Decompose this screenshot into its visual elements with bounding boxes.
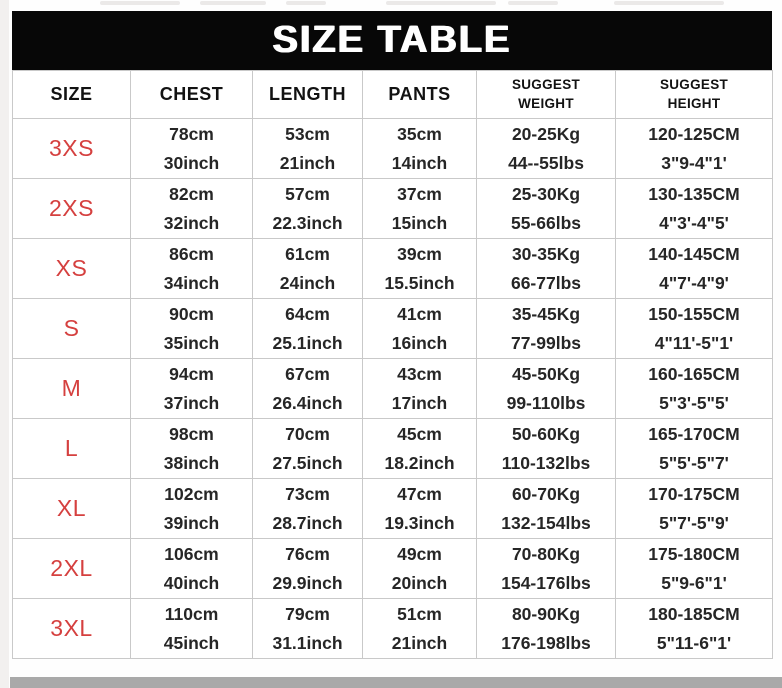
size-label: L [13, 419, 131, 479]
pants-inch: 15.5inch [384, 272, 455, 293]
length-cm: 64cm [285, 304, 330, 325]
height-cm: 170-175CM [648, 484, 740, 505]
table-row [13, 119, 773, 179]
chest-inch: 30inch [163, 152, 220, 173]
size-label: M [13, 359, 131, 419]
chest-inch: 32inch [163, 212, 220, 233]
length-inch: 21inch [279, 152, 336, 173]
cell-height [616, 539, 773, 599]
chest-inch: 35inch [163, 332, 220, 353]
weight-kg: 35-45Kg [511, 304, 581, 325]
weight-kg: 80-90Kg [511, 604, 581, 625]
length-cm: 67cm [285, 364, 330, 385]
cell-chest [131, 119, 253, 179]
column-header-length: LENGTH [253, 71, 363, 119]
length-inch: 27.5inch [272, 452, 343, 473]
length-inch: 29.9inch [272, 572, 343, 593]
length-cm: 73cm [285, 484, 330, 505]
height-ft: 5"9-6"1' [661, 572, 727, 593]
column-header-pants: PANTS [363, 71, 477, 119]
pants-cm: 45cm [397, 424, 442, 445]
length-cm: 61cm [285, 244, 330, 265]
top-artifact [508, 1, 558, 5]
weight-kg: 25-30Kg [511, 184, 581, 205]
top-artifact [614, 1, 724, 5]
chest-inch: 37inch [163, 392, 220, 413]
pants-inch: 19.3inch [384, 512, 455, 533]
cell-chest [131, 479, 253, 539]
cell-weight [477, 359, 616, 419]
pants-cm: 47cm [397, 484, 442, 505]
pants-inch: 15inch [391, 212, 448, 233]
cell-length [253, 239, 363, 299]
weight-lbs: 66-77lbs [510, 272, 582, 293]
cell-length [253, 599, 363, 659]
pants-inch: 18.2inch [384, 452, 455, 473]
chest-cm: 94cm [169, 364, 214, 385]
weight-kg: 60-70Kg [511, 484, 581, 505]
header-line: WEIGHT [518, 95, 574, 111]
chest-cm: 102cm [164, 484, 219, 505]
cell-height [616, 359, 773, 419]
weight-kg: 30-35Kg [511, 244, 581, 265]
height-cm: 130-135CM [648, 184, 740, 205]
weight-lbs: 154-176lbs [501, 572, 591, 593]
height-ft: 5"7'-5"9' [659, 512, 729, 533]
size-label: 2XS [13, 179, 131, 239]
length-inch: 24inch [279, 272, 336, 293]
cell-chest [131, 539, 253, 599]
length-cm: 79cm [285, 604, 330, 625]
pants-cm: 35cm [397, 124, 442, 145]
height-cm: 165-170CM [648, 424, 740, 445]
cell-weight [477, 179, 616, 239]
chest-inch: 40inch [163, 572, 220, 593]
chest-cm: 90cm [169, 304, 214, 325]
cell-height [616, 239, 773, 299]
weight-lbs: 99-110lbs [506, 392, 586, 413]
cell-length [253, 119, 363, 179]
weight-lbs: 44--55lbs [508, 152, 584, 173]
cell-chest [131, 299, 253, 359]
chest-inch: 38inch [163, 452, 220, 473]
column-header-chest: CHEST [131, 71, 253, 119]
cell-height [616, 479, 773, 539]
table-row [13, 479, 773, 539]
height-ft: 5"5'-5"7' [659, 452, 729, 473]
table-header-row [13, 71, 773, 119]
cell-length [253, 179, 363, 239]
weight-lbs: 176-198lbs [501, 632, 591, 653]
cell-chest [131, 239, 253, 299]
height-ft: 5"11-6"1' [656, 632, 732, 653]
weight-kg: 20-25Kg [511, 124, 581, 145]
length-inch: 28.7inch [272, 512, 343, 533]
header-line: SUGGEST [659, 77, 729, 93]
cell-height [616, 179, 773, 239]
height-ft: 4"3'-4"5' [659, 212, 729, 233]
cell-weight [477, 119, 616, 179]
cell-length [253, 299, 363, 359]
height-ft: 3"9-4"1' [661, 152, 727, 173]
length-cm: 70cm [285, 424, 330, 445]
size-label: 3XL [13, 599, 131, 659]
header-line: HEIGHT [667, 95, 721, 111]
cell-weight [477, 539, 616, 599]
cell-height [616, 419, 773, 479]
height-cm: 180-185CM [648, 604, 740, 625]
column-header-size: SIZE [13, 71, 131, 119]
weight-lbs: 77-99lbs [510, 332, 582, 353]
chest-inch: 39inch [163, 512, 220, 533]
chest-cm: 98cm [169, 424, 214, 445]
pants-inch: 16inch [391, 332, 448, 353]
size-label: 3XS [13, 119, 131, 179]
weight-lbs: 110-132lbs [501, 452, 591, 473]
height-cm: 140-145CM [648, 244, 740, 265]
top-artifact [286, 1, 326, 5]
chest-cm: 82cm [169, 184, 214, 205]
top-artifact [100, 1, 180, 5]
length-inch: 25.1inch [272, 332, 343, 353]
height-cm: 160-165CM [648, 364, 740, 385]
cell-chest [131, 179, 253, 239]
pants-cm: 39cm [397, 244, 442, 265]
cell-chest [131, 419, 253, 479]
table-row [13, 599, 773, 659]
weight-kg: 50-60Kg [511, 424, 581, 445]
height-ft: 4"7'-4"9' [659, 272, 729, 293]
cell-height [616, 599, 773, 659]
pants-inch: 21inch [391, 632, 448, 653]
weight-lbs: 55-66lbs [510, 212, 582, 233]
pants-cm: 37cm [397, 184, 442, 205]
column-header-suggest-height [616, 71, 773, 119]
cell-pants [363, 419, 477, 479]
size-label: XS [13, 239, 131, 299]
size-table-title-bar [12, 11, 772, 70]
cell-length [253, 419, 363, 479]
cell-pants [363, 179, 477, 239]
size-table [12, 70, 773, 659]
pants-cm: 41cm [397, 304, 442, 325]
table-row [13, 179, 773, 239]
height-cm: 150-155CM [648, 304, 740, 325]
cell-weight [477, 419, 616, 479]
chest-cm: 106cm [164, 544, 219, 565]
length-cm: 53cm [285, 124, 330, 145]
chest-cm: 110cm [164, 604, 219, 625]
cell-height [616, 299, 773, 359]
length-cm: 76cm [285, 544, 330, 565]
weight-kg: 70-80Kg [511, 544, 581, 565]
length-inch: 22.3inch [272, 212, 343, 233]
size-table-title: SIZE TABLE [272, 19, 512, 61]
pants-inch: 14inch [391, 152, 448, 173]
cell-pants [363, 299, 477, 359]
chest-cm: 78cm [169, 124, 214, 145]
length-inch: 26.4inch [272, 392, 343, 413]
chest-inch: 34inch [163, 272, 220, 293]
size-label: 2XL [13, 539, 131, 599]
height-cm: 120-125CM [648, 124, 740, 145]
cell-length [253, 479, 363, 539]
cell-height [616, 119, 773, 179]
size-label: S [13, 299, 131, 359]
cell-weight [477, 239, 616, 299]
chest-inch: 45inch [163, 632, 220, 653]
cell-chest [131, 359, 253, 419]
cell-length [253, 359, 363, 419]
header-line: SUGGEST [511, 77, 581, 93]
pants-cm: 51cm [397, 604, 442, 625]
cell-length [253, 539, 363, 599]
height-ft: 5"3'-5"5' [659, 392, 729, 413]
cell-pants [363, 479, 477, 539]
table-row [13, 419, 773, 479]
height-ft: 4"11'-5"1' [654, 332, 734, 353]
cell-pants [363, 359, 477, 419]
table-row [13, 239, 773, 299]
cell-pants [363, 599, 477, 659]
photo-edge-shadow [0, 0, 9, 688]
table-row [13, 299, 773, 359]
weight-lbs: 132-154lbs [501, 512, 591, 533]
top-artifact [200, 1, 266, 5]
table-row [13, 539, 773, 599]
column-header-suggest-weight [477, 71, 616, 119]
length-inch: 31.1inch [272, 632, 343, 653]
pants-cm: 43cm [397, 364, 442, 385]
height-cm: 175-180CM [648, 544, 740, 565]
pants-cm: 49cm [397, 544, 442, 565]
weight-kg: 45-50Kg [511, 364, 581, 385]
size-label: XL [13, 479, 131, 539]
chest-cm: 86cm [169, 244, 214, 265]
bottom-gray-bar [10, 677, 782, 688]
cell-weight [477, 479, 616, 539]
cell-pants [363, 239, 477, 299]
cell-weight [477, 599, 616, 659]
length-cm: 57cm [285, 184, 330, 205]
top-artifact [386, 1, 496, 5]
cell-pants [363, 119, 477, 179]
table-row [13, 359, 773, 419]
pants-inch: 17inch [391, 392, 448, 413]
pants-inch: 20inch [391, 572, 448, 593]
cell-weight [477, 299, 616, 359]
cell-pants [363, 539, 477, 599]
cell-chest [131, 599, 253, 659]
